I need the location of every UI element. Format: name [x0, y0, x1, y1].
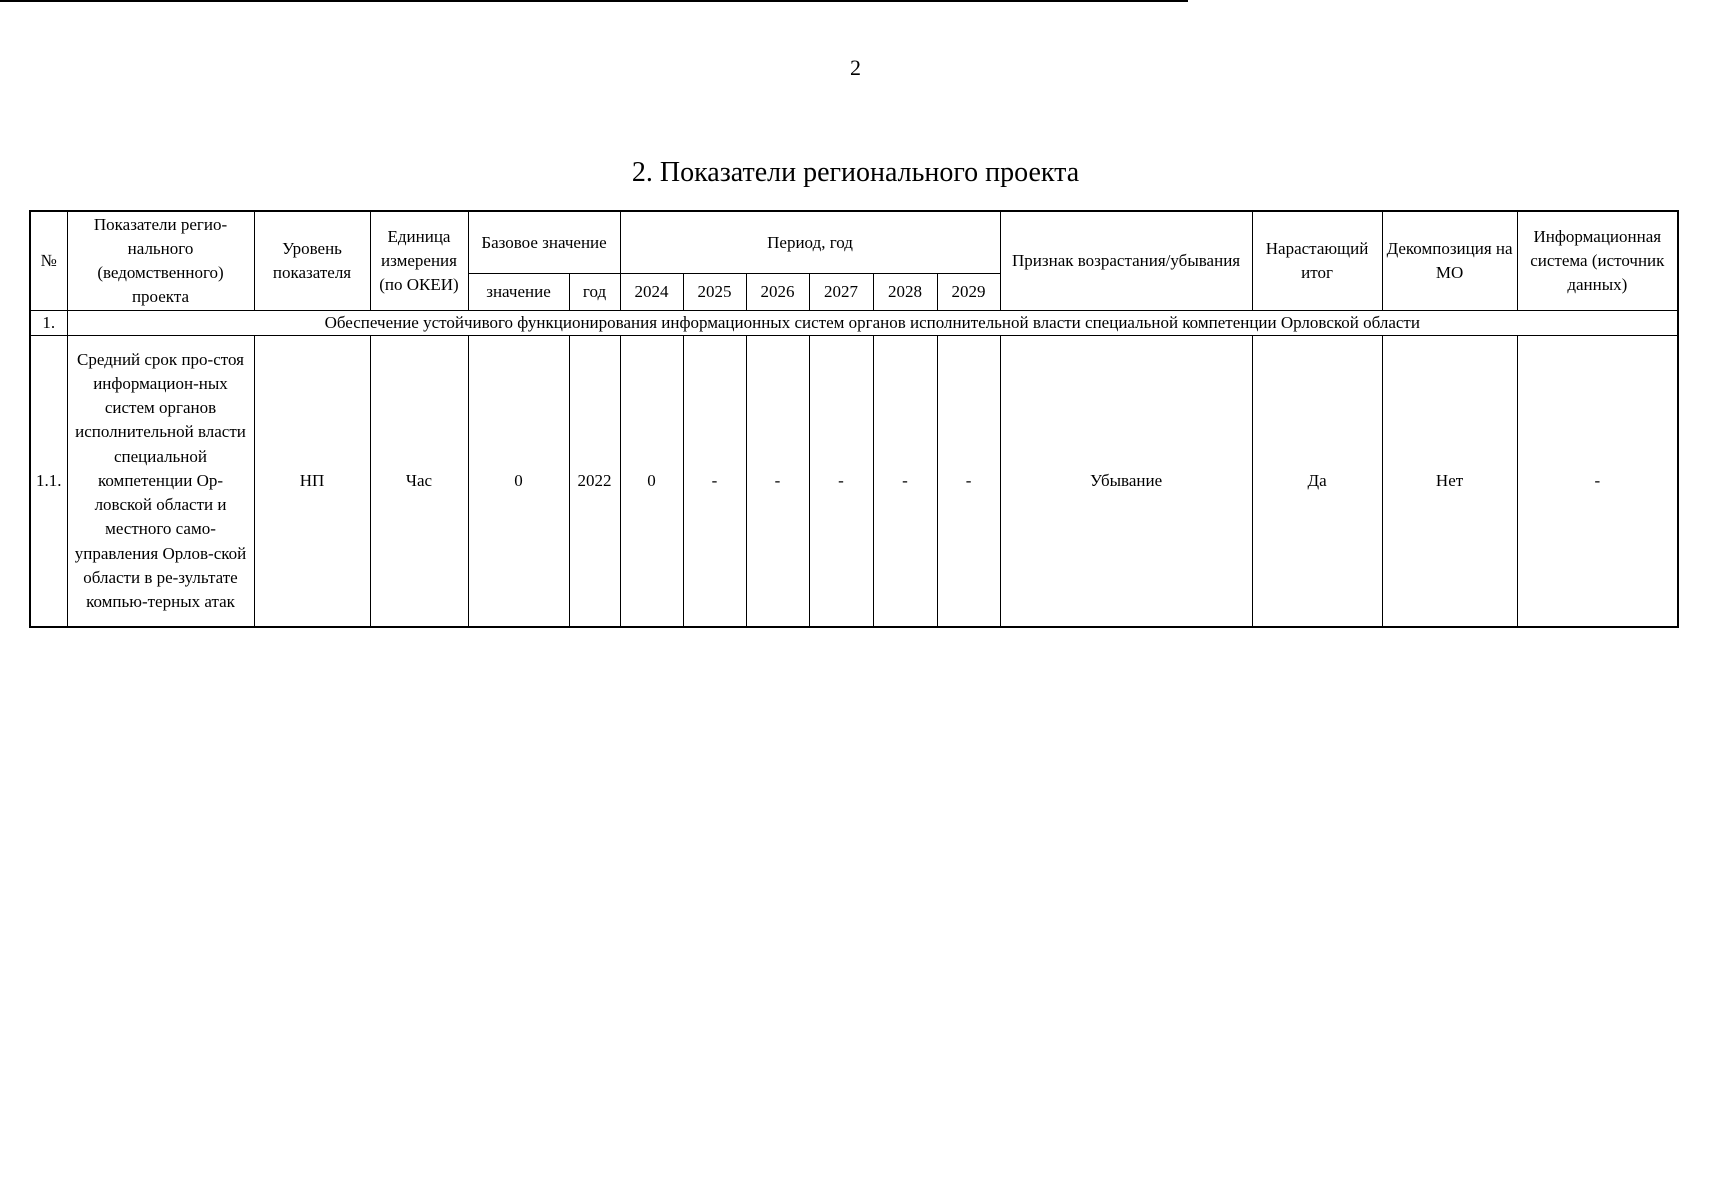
- row-base-year: 2022: [569, 336, 620, 628]
- header-cumulative: Нарастающий итог: [1252, 211, 1382, 311]
- section-title: 2. Показатели регионального проекта: [631, 157, 1080, 188]
- section-number: 1.: [30, 311, 67, 336]
- header-base-value-year: год: [569, 274, 620, 311]
- header-base-value: Базовое значение: [468, 211, 620, 274]
- header-year-2026: 2026: [746, 274, 809, 311]
- header-info-system: Информационная система (источник данных): [1517, 211, 1678, 311]
- row-value-2028: -: [873, 336, 937, 628]
- header-decomposition: Декомпозиция на МО: [1382, 211, 1517, 311]
- header-year-2029: 2029: [937, 274, 1000, 311]
- page-number: 2: [850, 55, 861, 80]
- header-base-value-value: значение: [468, 274, 569, 311]
- row-info-system: -: [1517, 336, 1678, 628]
- header-indicator: Показатели регио-нального (ведомственного) проекта: [67, 211, 254, 311]
- header-period: Период, год: [620, 211, 1000, 274]
- header-trend: Признак возрастания/убывания: [1000, 211, 1252, 311]
- header-year-2024: 2024: [620, 274, 683, 311]
- row-value-2027: -: [809, 336, 873, 628]
- table-row: [30, 336, 1678, 628]
- header-year-2028: 2028: [873, 274, 937, 311]
- top-rule: [0, 0, 1188, 2]
- header-level: Уровень показателя: [254, 211, 370, 311]
- row-value-2025: -: [683, 336, 746, 628]
- row-unit: Час: [370, 336, 468, 628]
- row-value-2024: 0: [620, 336, 683, 628]
- row-number: 1.1.: [30, 336, 67, 628]
- row-decomposition: Нет: [1382, 336, 1517, 628]
- row-base-value: 0: [468, 336, 569, 628]
- header-number: №: [30, 211, 67, 311]
- section-row-title: Обеспечение устойчивого функционирования информационных систем органов исполнительной власти специальной компетенции Орловской области: [67, 311, 1678, 336]
- header-row-1: [30, 211, 1678, 274]
- section-row: [30, 311, 1678, 336]
- row-cumulative: Да: [1252, 336, 1382, 628]
- row-value-2026: -: [746, 336, 809, 628]
- header-year-2027: 2027: [809, 274, 873, 311]
- indicators-table: [29, 210, 1679, 628]
- row-level: НП: [254, 336, 370, 628]
- header-unit: Единица измерения (по ОКЕИ): [370, 211, 468, 311]
- row-value-2029: -: [937, 336, 1000, 628]
- header-year-2025: 2025: [683, 274, 746, 311]
- row-indicator-name: Средний срок про-стоя информацион-ных систем органов исполнительной власти специальной компетенции Ор-ловской области и местного само-управления Орлов-ской области в ре-зультате компью-терных атак: [67, 336, 254, 628]
- row-trend: Убывание: [1000, 336, 1252, 628]
